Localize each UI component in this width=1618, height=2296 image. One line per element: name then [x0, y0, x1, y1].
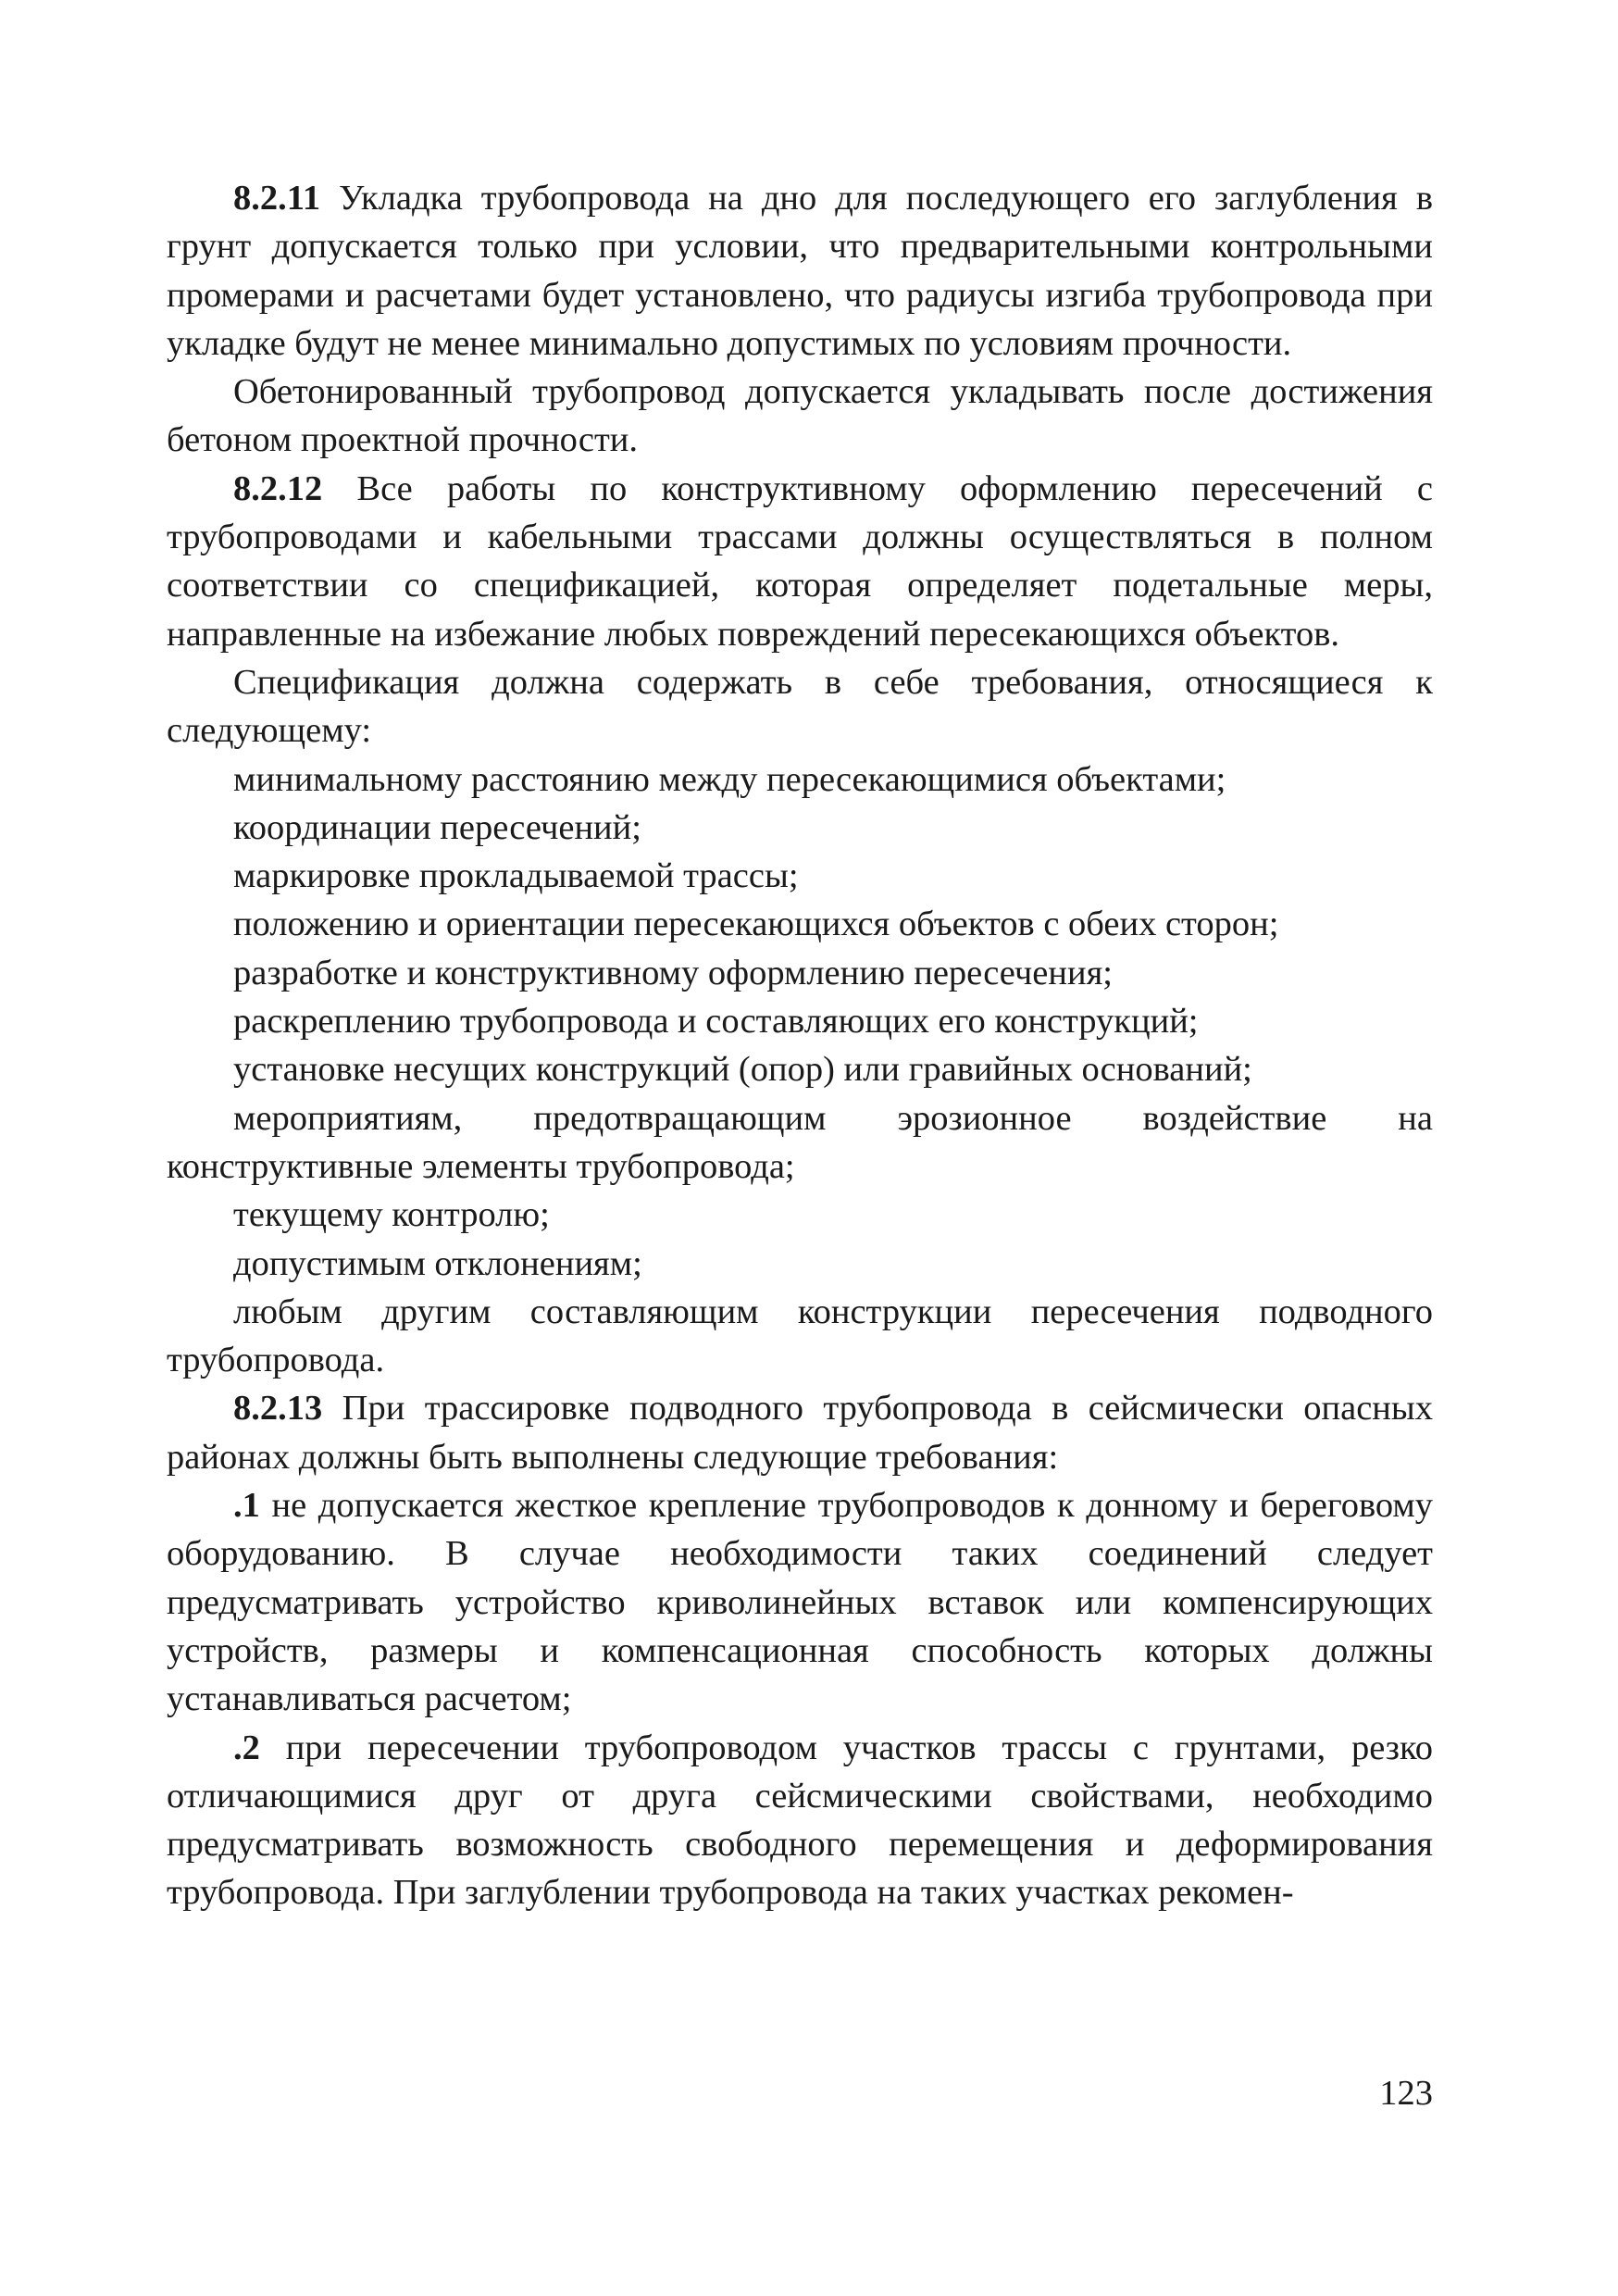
- clause-number: 8.2.11: [233, 179, 321, 218]
- list-item: раскреплению трубопровода и составляющих его конструкций;: [233, 1002, 1199, 1042]
- paragraph-text: При трассировке подводного трубопровода в сейсмически опасных районах должны быть выполнены следующие требования:: [167, 1389, 1434, 1477]
- paragraph-text: не допускается жесткое крепление трубопроводов к донному и береговому оборудованию. В случае необходимости таких соединений следует предусматривать устройство криволинейных вставок или компенсирующих устройств, размеры и компенсационная способность которых должны устанавливаться расчетом;: [167, 1486, 1433, 1719]
- body-text: [167, 174, 1433, 1917]
- list-item: координации пересечений;: [233, 807, 641, 847]
- page-number: 123: [1379, 2074, 1433, 2113]
- list-item: любым другим составляющим конструкции пересечения подводного трубопровода.: [167, 1292, 1433, 1380]
- paragraph-concrete: Обетонированный трубопровод допускается укладывать после достижения бетоном проектной прочности.: [167, 372, 1433, 460]
- list-item: маркировке прокладываемой трассы;: [233, 856, 799, 896]
- clause-number: 8.2.12: [233, 468, 323, 508]
- subclause-1: [167, 1481, 1433, 1723]
- paragraph-text: Укладка трубопровода на дно для последующего его заглубления в грунт допускается только при условии, что предварительными контрольными промерами и расчетами будет установлено, что радиусы изгиба трубопровода при укладке будут не менее минимально допустимых по условиям прочности.: [167, 179, 1433, 363]
- paragraph-text: при пересечении трубопроводом участков трассы с грунтами, резко отличающимися друг от друга сейсмическими свойствами, необходимо предусматривать возможность свободного перемещения и деформирования трубопровода. При заглублении трубопровода на таких участках рекомен-: [167, 1728, 1434, 1913]
- paragraph-specification: Спецификация должна содержать в себе требования, относящиеся к следующему:: [167, 662, 1433, 751]
- list-item: текущему контролю;: [233, 1195, 550, 1235]
- subclause-2: [167, 1724, 1433, 1917]
- subclause-number: .2: [233, 1728, 260, 1767]
- subclause-number: .1: [233, 1486, 260, 1526]
- list-item: мероприятиям, предотвращающим эрозионное воздействие на конструктивные элементы трубопровода;: [167, 1098, 1433, 1186]
- clause-number: 8.2.13: [233, 1389, 323, 1429]
- paragraph-text: Все работы по конструктивному оформлению пересечений с трубопроводами и кабельными трассами должны осуществляться в полном соответствии со спецификацией, которая определяет подетальные меры, направленные на избежание любых повреждений пересекающихся объектов.: [167, 468, 1433, 654]
- list-item: минимальному расстоянию между пересекающимися объектами;: [233, 759, 1226, 799]
- paragraph-8-2-12: [167, 465, 1433, 658]
- paragraph-8-2-13: [167, 1384, 1433, 1481]
- list-item: положению и ориентации пересекающихся объектов с обеих сторон;: [233, 905, 1279, 944]
- list-item: установке несущих конструкций (опор) или гравийных оснований;: [233, 1050, 1252, 1090]
- paragraph-8-2-11: [167, 174, 1433, 368]
- list-item: разработке и конструктивному оформлению пересечения;: [233, 953, 1113, 992]
- list-item: допустимым отклонениям;: [233, 1243, 642, 1283]
